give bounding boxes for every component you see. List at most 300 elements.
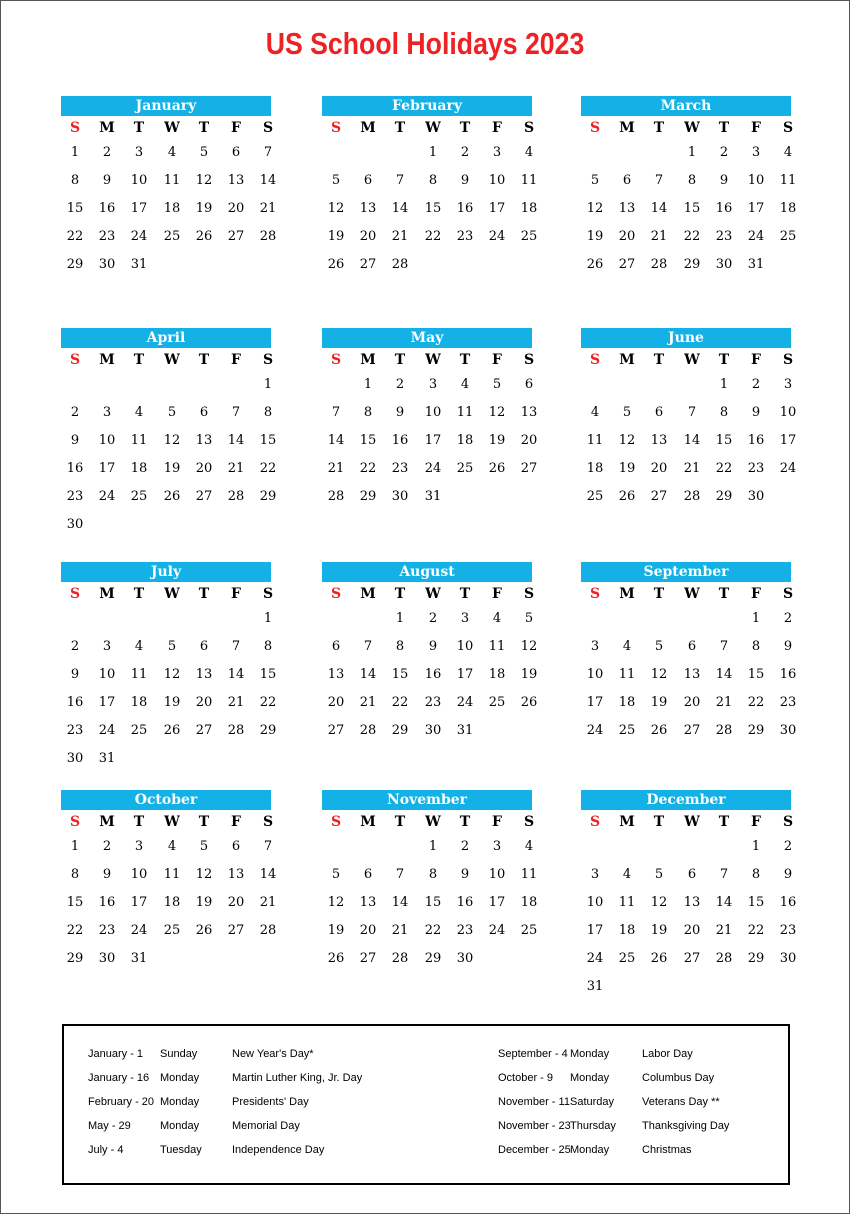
weekday-label: S	[262, 586, 274, 602]
month-january	[61, 96, 277, 311]
day-cell: 8	[751, 867, 761, 882]
day-cell: 5	[167, 639, 177, 654]
holiday-date: November - 11	[498, 1096, 570, 1108]
day-cell: 3	[783, 377, 793, 392]
day-grid	[322, 141, 538, 311]
day-cell: 9	[70, 667, 80, 682]
day-cell: 10	[130, 173, 148, 188]
day-cell: 16	[424, 667, 442, 682]
day-cell: 11	[520, 173, 538, 188]
day-cell: 10	[98, 667, 116, 682]
holiday-name: Columbus Day	[642, 1072, 715, 1084]
day-cell: 21	[391, 229, 409, 244]
holiday-weekday: Monday	[160, 1096, 200, 1108]
day-cell: 23	[779, 923, 797, 938]
day-cell: 25	[130, 489, 148, 504]
weekday-label: W	[684, 352, 700, 368]
weekday-label: T	[198, 814, 210, 830]
weekday-label: W	[164, 586, 180, 602]
day-cell: 7	[363, 639, 373, 654]
day-cell: 26	[327, 257, 345, 272]
day-cell: 1	[363, 377, 373, 392]
day-cell: 5	[524, 611, 534, 626]
weekday-label: S	[589, 352, 601, 368]
day-cell: 29	[391, 723, 409, 738]
weekday-label: W	[684, 120, 700, 136]
weekday-row	[61, 116, 274, 141]
month-header: May	[322, 328, 532, 348]
month-december	[581, 790, 797, 1005]
day-cell: 16	[715, 201, 733, 216]
day-cell: 26	[195, 923, 213, 938]
weekday-label: F	[751, 352, 761, 368]
day-cell: 19	[650, 695, 668, 710]
day-cell: 28	[715, 951, 733, 966]
day-grid	[322, 835, 538, 1005]
month-november	[322, 790, 538, 1005]
weekday-label: M	[619, 120, 635, 136]
weekday-label: F	[231, 586, 241, 602]
day-cell: 8	[395, 639, 405, 654]
weekday-label: W	[425, 586, 441, 602]
day-cell: 21	[227, 695, 245, 710]
day-cell: 12	[327, 895, 345, 910]
day-cell: 30	[66, 751, 84, 766]
day-cell: 19	[520, 667, 538, 682]
day-cell: 7	[331, 405, 341, 420]
weekday-label: M	[360, 814, 376, 830]
month-header: November	[322, 790, 532, 810]
month-march	[581, 96, 797, 311]
day-cell: 12	[327, 201, 345, 216]
day-cell: 10	[586, 895, 604, 910]
day-cell: 9	[460, 173, 470, 188]
weekday-label: M	[99, 120, 115, 136]
day-cell: 17	[747, 201, 765, 216]
day-cell: 4	[622, 639, 632, 654]
day-cell: 14	[650, 201, 668, 216]
day-cell: 9	[395, 405, 405, 420]
holiday-weekday: Monday	[570, 1072, 610, 1084]
day-cell: 19	[327, 229, 345, 244]
day-cell: 8	[363, 405, 373, 420]
day-cell: 12	[488, 405, 506, 420]
day-cell: 27	[683, 951, 701, 966]
weekday-label: T	[459, 120, 471, 136]
day-cell: 5	[654, 639, 664, 654]
day-cell: 23	[66, 489, 84, 504]
day-cell: 8	[263, 405, 273, 420]
day-cell: 27	[227, 229, 245, 244]
day-cell: 9	[102, 867, 112, 882]
day-cell: 30	[98, 257, 116, 272]
day-cell: 14	[227, 433, 245, 448]
day-cell: 21	[359, 695, 377, 710]
day-cell: 7	[231, 639, 241, 654]
day-cell: 3	[590, 867, 600, 882]
weekday-label: T	[198, 586, 210, 602]
day-cell: 10	[488, 867, 506, 882]
day-cell: 22	[391, 695, 409, 710]
day-cell: 11	[130, 433, 148, 448]
weekday-label: T	[653, 586, 665, 602]
day-cell: 5	[199, 145, 209, 160]
day-cell: 25	[779, 229, 797, 244]
weekday-label: S	[69, 120, 81, 136]
weekday-label: T	[459, 352, 471, 368]
day-cell: 3	[102, 405, 112, 420]
weekday-label: F	[751, 814, 761, 830]
day-cell: 31	[130, 257, 148, 272]
day-cell: 1	[263, 377, 273, 392]
holiday-name: Veterans Day **	[642, 1096, 720, 1108]
day-cell: 27	[618, 257, 636, 272]
day-cell: 6	[231, 839, 241, 854]
day-cell: 1	[751, 839, 761, 854]
weekday-label: T	[718, 586, 730, 602]
day-cell: 24	[747, 229, 765, 244]
day-cell: 1	[70, 145, 80, 160]
day-cell: 8	[428, 867, 438, 882]
weekday-label: S	[523, 814, 535, 830]
day-cell: 12	[195, 173, 213, 188]
weekday-label: T	[394, 352, 406, 368]
day-cell: 16	[747, 433, 765, 448]
day-cell: 22	[715, 461, 733, 476]
day-cell: 22	[424, 229, 442, 244]
holiday-date: January - 1	[88, 1048, 144, 1060]
weekday-label: F	[492, 120, 502, 136]
day-cell: 15	[259, 433, 277, 448]
weekday-label: M	[99, 352, 115, 368]
day-cell: 6	[231, 145, 241, 160]
day-cell: 3	[134, 145, 144, 160]
day-cell: 18	[520, 201, 538, 216]
weekday-row	[322, 116, 535, 141]
day-cell: 15	[391, 667, 409, 682]
day-cell: 4	[492, 611, 502, 626]
holiday-name: Memorial Day	[232, 1120, 300, 1132]
day-cell: 23	[66, 723, 84, 738]
day-cell: 28	[259, 923, 277, 938]
day-cell: 24	[130, 923, 148, 938]
month-header: October	[61, 790, 271, 810]
holiday-date: July - 4	[88, 1144, 124, 1156]
day-cell: 2	[428, 611, 438, 626]
day-cell: 3	[492, 839, 502, 854]
day-cell: 31	[130, 951, 148, 966]
weekday-label: T	[133, 120, 145, 136]
day-cell: 23	[779, 695, 797, 710]
day-cell: 18	[163, 201, 181, 216]
holiday-name: Martin Luther King, Jr. Day	[232, 1072, 363, 1084]
day-cell: 7	[687, 405, 697, 420]
day-grid	[322, 373, 538, 543]
day-cell: 7	[719, 867, 729, 882]
day-cell: 27	[327, 723, 345, 738]
day-cell: 15	[66, 201, 84, 216]
day-cell: 31	[456, 723, 474, 738]
day-cell: 14	[715, 667, 733, 682]
day-cell: 9	[460, 867, 470, 882]
day-cell: 8	[263, 639, 273, 654]
day-cell: 1	[263, 611, 273, 626]
day-cell: 1	[70, 839, 80, 854]
day-cell: 7	[231, 405, 241, 420]
month-february	[322, 96, 538, 311]
day-cell: 25	[130, 723, 148, 738]
weekday-row	[322, 810, 535, 835]
weekday-label: S	[330, 814, 342, 830]
day-grid	[61, 373, 277, 543]
day-cell: 4	[622, 867, 632, 882]
day-cell: 8	[70, 867, 80, 882]
day-cell: 10	[779, 405, 797, 420]
day-cell: 3	[428, 377, 438, 392]
day-grid	[581, 607, 797, 777]
weekday-label: T	[653, 814, 665, 830]
day-cell: 19	[195, 895, 213, 910]
day-cell: 18	[520, 895, 538, 910]
weekday-label: M	[360, 352, 376, 368]
weekday-label: S	[782, 120, 794, 136]
day-cell: 30	[747, 489, 765, 504]
day-cell: 26	[163, 723, 181, 738]
day-cell: 9	[428, 639, 438, 654]
month-header: June	[581, 328, 791, 348]
weekday-label: F	[751, 120, 761, 136]
day-cell: 3	[102, 639, 112, 654]
weekday-label: S	[262, 814, 274, 830]
day-cell: 9	[70, 433, 80, 448]
day-cell: 23	[747, 461, 765, 476]
day-cell: 23	[456, 923, 474, 938]
day-cell: 26	[586, 257, 604, 272]
day-cell: 28	[391, 951, 409, 966]
day-cell: 13	[650, 433, 668, 448]
day-cell: 12	[163, 667, 181, 682]
day-cell: 13	[195, 433, 213, 448]
day-cell: 17	[424, 433, 442, 448]
day-cell: 1	[428, 839, 438, 854]
day-cell: 12	[650, 667, 668, 682]
day-cell: 18	[163, 895, 181, 910]
holiday-weekday: Sunday	[160, 1048, 198, 1060]
day-cell: 11	[618, 895, 636, 910]
day-cell: 19	[618, 461, 636, 476]
day-cell: 20	[618, 229, 636, 244]
day-cell: 23	[98, 923, 116, 938]
day-cell: 28	[327, 489, 345, 504]
day-cell: 29	[747, 723, 765, 738]
day-cell: 19	[163, 461, 181, 476]
day-cell: 17	[456, 667, 474, 682]
day-cell: 13	[520, 405, 538, 420]
day-cell: 29	[683, 257, 701, 272]
day-cell: 16	[66, 695, 84, 710]
day-cell: 13	[683, 667, 701, 682]
weekday-label: M	[360, 120, 376, 136]
day-cell: 13	[327, 667, 345, 682]
weekday-label: F	[231, 352, 241, 368]
day-cell: 25	[520, 923, 538, 938]
day-cell: 13	[618, 201, 636, 216]
day-cell: 14	[391, 895, 409, 910]
day-cell: 16	[98, 201, 116, 216]
day-cell: 4	[134, 405, 144, 420]
day-cell: 12	[163, 433, 181, 448]
day-cell: 30	[424, 723, 442, 738]
day-cell: 18	[779, 201, 797, 216]
holiday-weekday: Thursday	[570, 1120, 616, 1132]
day-cell: 10	[586, 667, 604, 682]
weekday-label: M	[360, 586, 376, 602]
month-header: December	[581, 790, 791, 810]
holiday-weekday: Monday	[570, 1144, 610, 1156]
weekday-label: T	[198, 120, 210, 136]
day-cell: 24	[586, 951, 604, 966]
weekday-row	[581, 582, 794, 607]
day-cell: 14	[359, 667, 377, 682]
day-cell: 17	[98, 461, 116, 476]
weekday-row	[581, 348, 794, 373]
weekday-row	[322, 582, 535, 607]
day-grid	[61, 607, 277, 777]
day-cell: 7	[395, 173, 405, 188]
day-cell: 12	[650, 895, 668, 910]
holiday-date: October - 9	[498, 1072, 554, 1084]
day-cell: 26	[488, 461, 506, 476]
day-cell: 2	[102, 145, 112, 160]
day-cell: 19	[163, 695, 181, 710]
weekday-label: S	[69, 352, 81, 368]
day-cell: 26	[520, 695, 538, 710]
month-june	[581, 328, 797, 543]
month-may	[322, 328, 538, 543]
day-cell: 28	[715, 723, 733, 738]
day-cell: 8	[70, 173, 80, 188]
weekday-label: S	[523, 352, 535, 368]
day-cell: 27	[195, 723, 213, 738]
day-cell: 31	[98, 751, 116, 766]
day-cell: 10	[424, 405, 442, 420]
day-cell: 4	[134, 639, 144, 654]
weekday-label: T	[133, 586, 145, 602]
day-cell: 5	[622, 405, 632, 420]
day-cell: 16	[456, 201, 474, 216]
day-cell: 30	[391, 489, 409, 504]
day-cell: 22	[747, 923, 765, 938]
day-cell: 28	[359, 723, 377, 738]
day-cell: 17	[98, 695, 116, 710]
day-cell: 28	[391, 257, 409, 272]
day-cell: 24	[424, 461, 442, 476]
weekday-label: T	[718, 352, 730, 368]
holiday-weekday: Saturday	[570, 1096, 615, 1108]
day-cell: 1	[687, 145, 697, 160]
day-cell: 6	[199, 405, 209, 420]
day-cell: 29	[359, 489, 377, 504]
day-cell: 6	[363, 173, 373, 188]
day-cell: 11	[586, 433, 604, 448]
day-cell: 25	[456, 461, 474, 476]
weekday-label: S	[69, 586, 81, 602]
day-cell: 21	[391, 923, 409, 938]
day-cell: 16	[98, 895, 116, 910]
month-april	[61, 328, 277, 543]
day-cell: 21	[259, 895, 277, 910]
weekday-label: F	[492, 586, 502, 602]
weekday-label: T	[133, 814, 145, 830]
day-cell: 22	[259, 695, 277, 710]
day-cell: 18	[130, 695, 148, 710]
weekday-label: F	[231, 814, 241, 830]
day-cell: 20	[359, 229, 377, 244]
month-header: April	[61, 328, 271, 348]
weekday-label: S	[330, 120, 342, 136]
weekday-label: T	[718, 814, 730, 830]
day-cell: 12	[586, 201, 604, 216]
day-cell: 24	[98, 723, 116, 738]
day-cell: 17	[586, 923, 604, 938]
day-cell: 28	[259, 229, 277, 244]
weekday-label: S	[523, 586, 535, 602]
holiday-name: Independence Day	[232, 1144, 325, 1156]
day-cell: 14	[391, 201, 409, 216]
weekday-label: S	[330, 586, 342, 602]
day-cell: 11	[488, 639, 506, 654]
day-cell: 8	[428, 173, 438, 188]
day-cell: 4	[524, 839, 534, 854]
day-cell: 21	[327, 461, 345, 476]
day-cell: 7	[395, 867, 405, 882]
holiday-weekday: Monday	[160, 1120, 200, 1132]
day-cell: 29	[747, 951, 765, 966]
day-cell: 8	[719, 405, 729, 420]
day-cell: 1	[428, 145, 438, 160]
day-cell: 26	[650, 723, 668, 738]
day-cell: 19	[650, 923, 668, 938]
day-cell: 7	[263, 839, 273, 854]
day-cell: 15	[747, 895, 765, 910]
day-cell: 6	[331, 639, 341, 654]
day-grid	[581, 373, 797, 543]
day-cell: 3	[460, 611, 470, 626]
day-cell: 9	[783, 867, 793, 882]
month-august	[322, 562, 538, 777]
day-cell: 5	[590, 173, 600, 188]
day-cell: 16	[66, 461, 84, 476]
day-cell: 27	[520, 461, 538, 476]
day-cell: 29	[66, 951, 84, 966]
day-cell: 20	[683, 695, 701, 710]
day-cell: 13	[359, 895, 377, 910]
day-cell: 26	[163, 489, 181, 504]
day-cell: 8	[687, 173, 697, 188]
day-cell: 25	[163, 229, 181, 244]
day-cell: 15	[424, 201, 442, 216]
day-cell: 2	[783, 611, 793, 626]
day-cell: 20	[327, 695, 345, 710]
month-header: September	[581, 562, 791, 582]
day-cell: 25	[520, 229, 538, 244]
day-cell: 3	[751, 145, 761, 160]
day-cell: 7	[719, 639, 729, 654]
day-cell: 14	[259, 867, 277, 882]
day-cell: 22	[683, 229, 701, 244]
holiday-date: September - 4	[498, 1048, 568, 1060]
month-september	[581, 562, 797, 777]
